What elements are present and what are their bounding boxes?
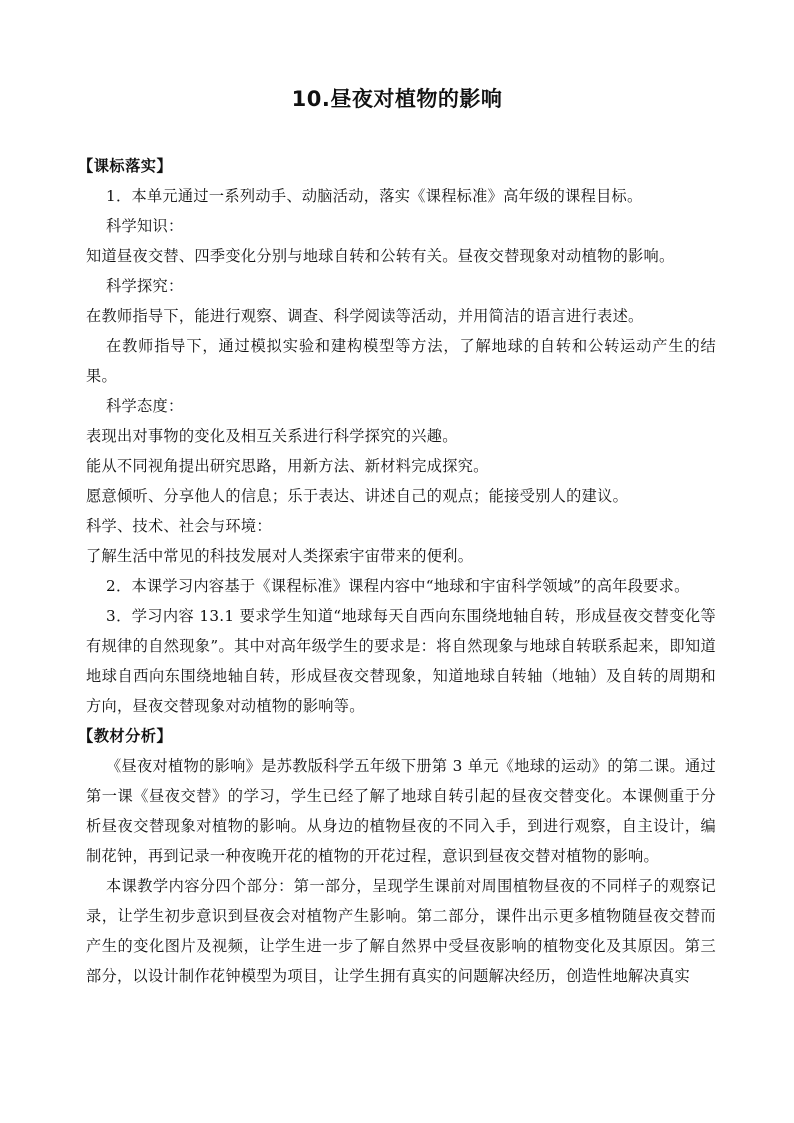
paragraph: 1．本单元通过一系列动手、动脑活动，落实《课程标准》高年级的课程目标。: [106, 187, 643, 205]
document-title: 10.昼夜对植物的影响: [291, 87, 503, 111]
paragraph: 知道昼夜交替、四季变化分别与地球自转和公转有关。昼夜交替现象对动植物的影响。: [86, 247, 675, 265]
paragraph: 2．本课学习内容基于《课程标准》课程内容中“地球和宇宙科学领域”的高年段要求。: [106, 577, 690, 595]
section-heading-curriculum: 【课标落实】: [78, 157, 173, 175]
document-body: [78, 151, 716, 991]
paragraph: 能从不同视角提出研究思路，用新方法、新材料完成探究。: [86, 457, 489, 475]
paragraph: 本课教学内容分四个部分：第一部分，呈现学生课前对周围植物昼夜的不同样子的观察记录，让学生初步意识到昼夜会对植物产生影响。第二部分，课件出示更多植物随昼夜交替而产生的变化图片及视频，让学生进一步了解自然界中受昼夜影响的植物变化及其原因。第三部分，以设计制作花钟模型为项目，让学生拥有真实的问题解决经历，创造性地解决真实: [86, 877, 716, 985]
paragraph: 在教师指导下，通过模拟实验和建构模型等方法，了解地球的自转和公转运动产生的结果。: [86, 337, 716, 385]
paragraph: 3．学习内容 13.1 要求学生知道“地球每天自西向东围绕地轴自转，形成昼夜交替变化等有规律的自然现象”。其中对高年级学生的要求是：将自然现象与地球自转联系起来，即知道地球自西向东围绕地轴自转，形成昼夜交替现象，知道地球自转轴（地轴）及自转的周期和方向，昼夜交替现象对动植物的影响等。: [86, 607, 716, 715]
paragraph: 科学、技术、社会与环境：: [86, 517, 272, 535]
paragraph: 科学探究：: [106, 277, 184, 295]
paragraph: 愿意倾听、分享他人的信息；乐于表达、讲述自己的观点；能接受别人的建议。: [86, 487, 629, 505]
paragraph: 表现出对事物的变化及相互关系进行科学探究的兴趣。: [86, 427, 458, 445]
paragraph: 《昼夜对植物的影响》是苏教版科学五年级下册第 3 单元《地球的运动》的第二课。通过第一课《昼夜交替》的学习，学生已经了解了地球自转引起的昼夜交替变化。本课侧重于分析昼夜交替现象对植物的影响。从身边的植物昼夜的不同入手，到进行观察，自主设计，编制花钟，再到记录一种夜晚开花的植物的开花过程，意识到昼夜交替对植物的影响。: [86, 757, 716, 865]
section-heading-textbook-analysis: 【教材分析】: [78, 727, 173, 745]
paragraph: 了解生活中常见的科技发展对人类探索宇宙带来的便利。: [86, 547, 474, 565]
paragraph: 在教师指导下，能进行观察、调查、科学阅读等活动，并用简洁的语言进行表述。: [86, 307, 644, 325]
paragraph: 科学态度：: [106, 397, 184, 415]
paragraph: 科学知识：: [106, 217, 184, 235]
